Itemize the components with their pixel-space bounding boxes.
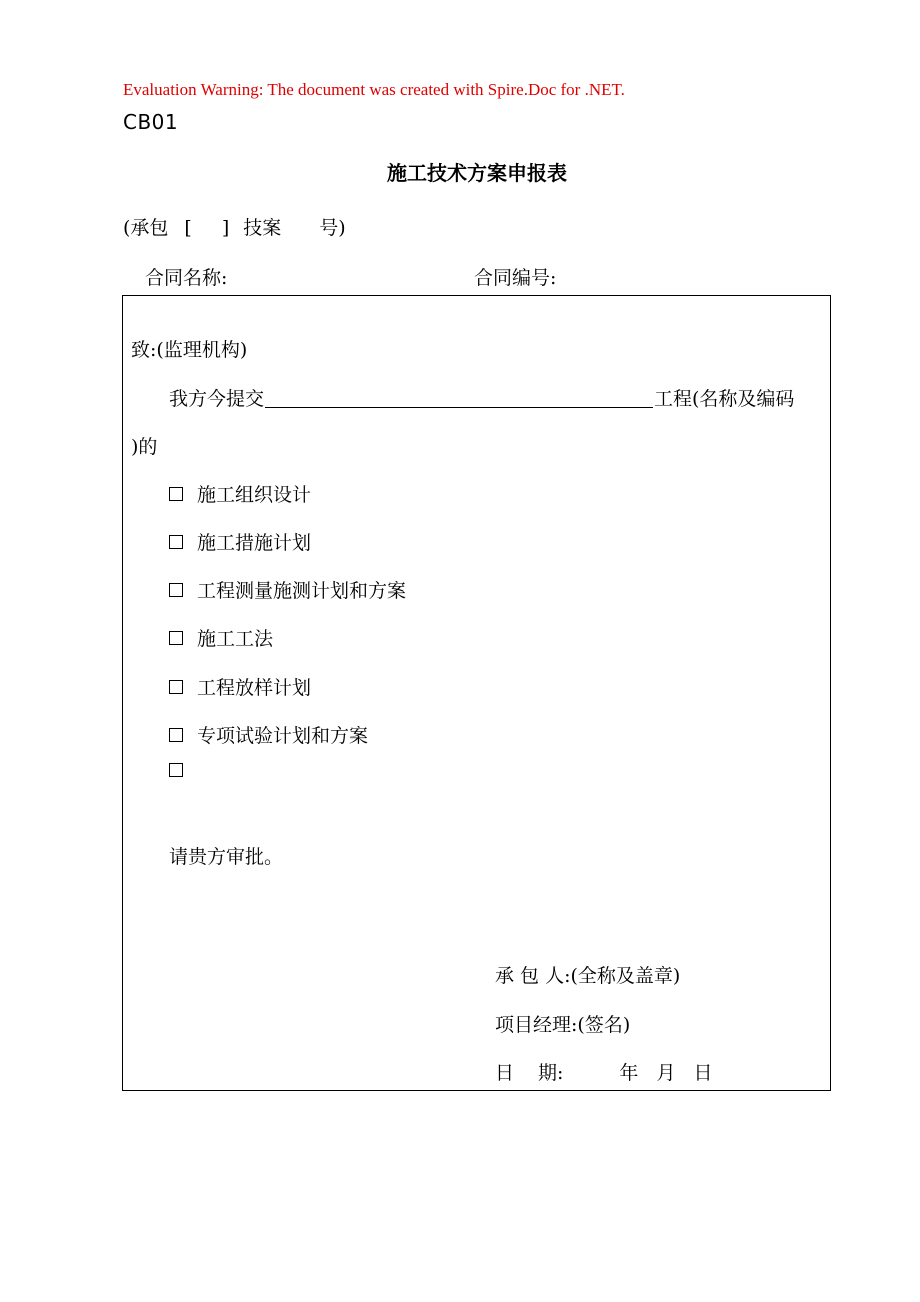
reference-suffix: 号) (319, 217, 346, 239)
submission-suffix: 工程(名称及编码 (654, 388, 795, 410)
option-label: 施工组织设计 (197, 484, 312, 506)
project-name-blank[interactable] (265, 387, 653, 408)
option-item[interactable] (169, 480, 311, 507)
option-item-other[interactable] (169, 760, 197, 782)
day-label: 日 (693, 1062, 713, 1084)
checkbox-icon[interactable] (169, 728, 183, 742)
document-title: 施工技术方案申报表 (387, 161, 567, 185)
checkbox-icon[interactable] (169, 680, 183, 694)
option-label: 施工工法 (197, 628, 274, 650)
project-manager-signature-line: 项目经理:(签名) (495, 1014, 631, 1036)
year-label: 年 (619, 1062, 639, 1084)
contract-number-label: 合同编号: (474, 267, 557, 289)
option-label: 工程测量施测计划和方案 (197, 580, 407, 602)
reference-label: 技案 (243, 217, 282, 239)
option-item[interactable] (169, 673, 311, 700)
option-item[interactable] (169, 624, 273, 651)
contractor-signature-line: 承 包 人:(全称及盖章) (495, 965, 681, 987)
date-label-b: 期: (538, 1062, 564, 1084)
approval-request: 请贵方审批。 (169, 846, 284, 868)
date-line (495, 1058, 712, 1085)
option-label: 专项试验计划和方案 (197, 725, 369, 747)
checkbox-icon[interactable] (169, 487, 183, 501)
form-code: CB01 (123, 110, 179, 134)
reference-number-line (123, 213, 346, 240)
addressee: 致:(监理机构) (131, 339, 248, 361)
checkbox-icon[interactable] (169, 583, 183, 597)
option-item[interactable] (169, 576, 406, 603)
submission-prefix: 我方今提交 (169, 388, 265, 410)
month-label: 月 (656, 1062, 676, 1084)
option-item[interactable] (169, 721, 368, 748)
reference-bracket-close: ] (221, 217, 230, 239)
submission-continuation: )的 (131, 436, 158, 458)
submission-line (169, 384, 794, 411)
checkbox-icon[interactable] (169, 631, 183, 645)
reference-bracket-open: [ (184, 217, 192, 239)
option-item[interactable] (169, 528, 311, 555)
date-label-a: 日 (495, 1062, 515, 1084)
checkbox-icon[interactable] (169, 535, 183, 549)
reference-open: (承包 (123, 217, 169, 239)
contract-name-label: 合同名称: (145, 267, 228, 289)
evaluation-warning: Evaluation Warning: The document was created with Spire.Doc for .NET. (123, 80, 625, 99)
option-label: 施工措施计划 (197, 532, 312, 554)
option-label: 工程放样计划 (197, 677, 312, 699)
checkbox-icon[interactable] (169, 763, 183, 777)
